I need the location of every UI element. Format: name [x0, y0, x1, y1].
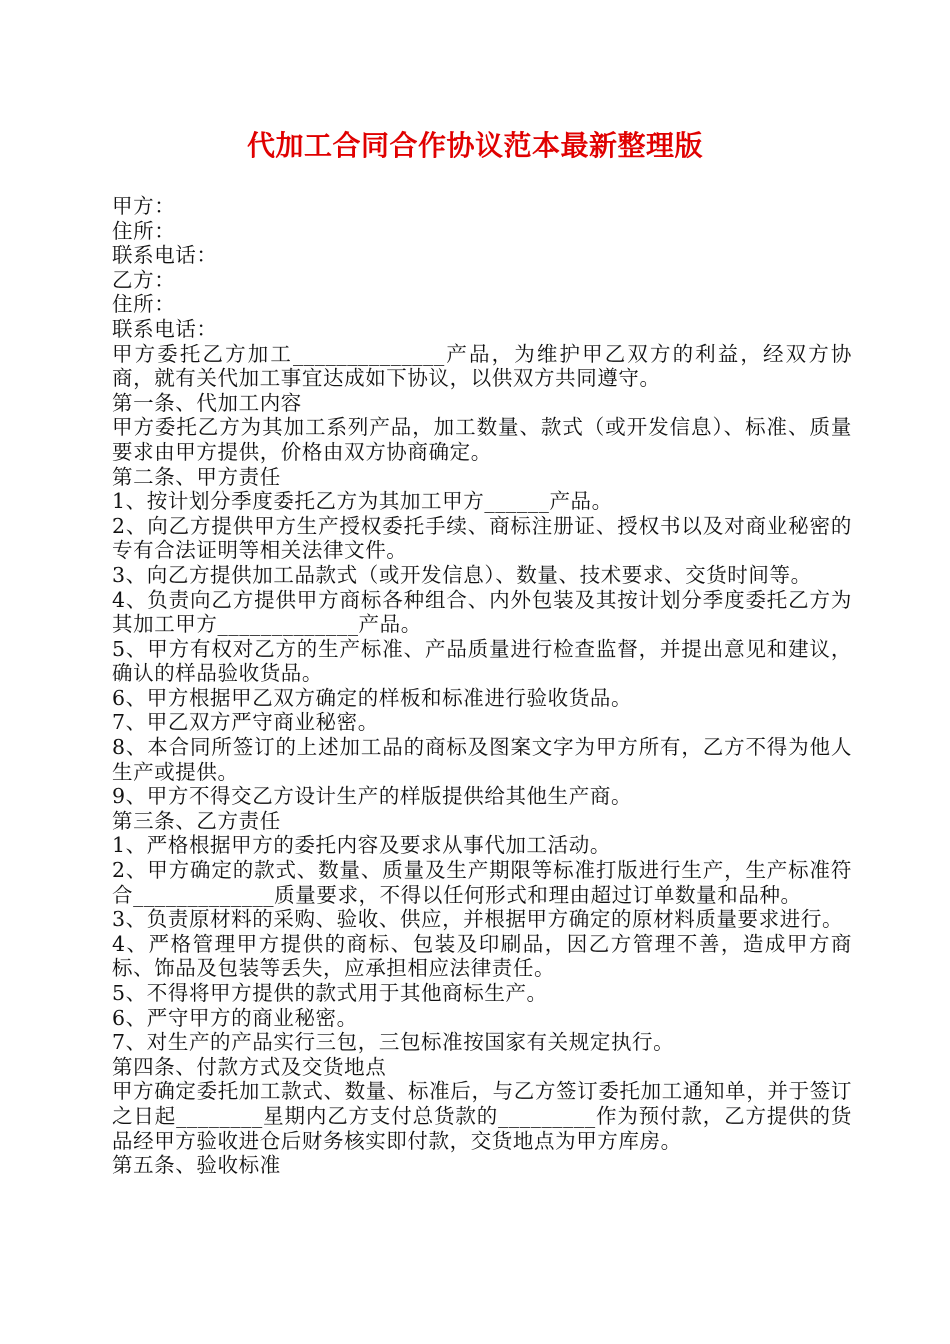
article-3-item-3: 3、负责原材料的采购、验收、供应，并根据甲方确定的原材料质量要求进行。	[112, 907, 844, 932]
article-2-item-6: 6、甲方根据甲乙双方确定的样板和标准进行验收货品。	[112, 685, 633, 710]
article-3-item-1: 1、严格根据甲方的委托内容及要求从事代加工活动。	[112, 833, 611, 858]
article-3-item-5: 5、不得将甲方提供的款式用于其他商标生产。	[112, 981, 548, 1005]
article-2-item-4: 4、负责向乙方提供甲方商标各种组合、内外包装及其按计划分季度委托乙方为其加工甲方_____________产品。	[112, 587, 852, 637]
party-b-label: 乙方：	[112, 267, 176, 292]
party-b-phone-label: 联系电话：	[112, 316, 218, 341]
article-3-item-6: 6、严守甲方的商业秘密。	[112, 1005, 358, 1030]
article-2-item-3: 3、向乙方提供加工品款式（或开发信息）、数量、技术要求、交货时间等。	[112, 562, 812, 587]
article-1-heading: 第一条、代加工内容	[112, 390, 302, 415]
party-a-label: 甲方：	[112, 194, 176, 218]
article-4-paragraph: 甲方确定委托加工款式、数量、标准后，与乙方签订委托加工通知单，并于签订之日起________星期内乙方支付总货款的_________作为预付款，乙方提供的货品经甲方验收进仓后财务核实即付款，交货地点为甲方库房。	[112, 1079, 852, 1153]
article-2-item-2: 2、向乙方提供甲方生产授权委托手续、商标注册证、授权书以及对商业秘密的专有合法证明等相关法律文件。	[112, 513, 852, 563]
article-5-heading: 第五条、验收标准	[112, 1153, 281, 1178]
article-2-item-7: 7、甲乙双方严守商业秘密。	[112, 710, 379, 735]
article-1-paragraph: 甲方委托乙方为其加工系列产品，加工数量、款式（或开发信息）、标准、质量要求由甲方提供，价格由双方协商确定。	[112, 415, 852, 464]
preamble-paragraph: 甲方委托乙方加工______________产品，为维护甲乙双方的利益，经双方协商，就有关代加工事宜达成如下协议，以供双方共同遵守。	[112, 341, 852, 391]
article-3-heading: 第三条、乙方责任	[112, 808, 281, 833]
article-2-item-8: 8、本合同所签订的上述加工品的商标及图案文字为甲方所有，乙方不得为他人生产或提供。	[112, 735, 852, 784]
article-3-item-4: 4、严格管理甲方提供的商标、包装及印刷品，因乙方管理不善，造成甲方商标、饰品及包装等丢失，应承担相应法律责任。	[112, 931, 852, 981]
article-4-heading: 第四条、付款方式及交货地点	[112, 1054, 387, 1079]
party-a-phone-label: 联系电话：	[112, 243, 218, 268]
article-3-item-7: 7、对生产的产品实行三包，三包标准按国家有关规定执行。	[112, 1030, 675, 1055]
article-2-item-5: 5、甲方有权对乙方的生产标准、产品质量进行检查监督，并提出意见和建议，确认的样品验收货品。	[112, 636, 852, 686]
document-title: 代加工合同合作协议范本最新整理版	[246, 129, 703, 162]
party-b-address-label: 住所：	[112, 292, 176, 317]
article-2-item-9: 9、甲方不得交乙方设计生产的样版提供给其他生产商。	[112, 784, 633, 809]
party-a-address-label: 住所：	[112, 218, 176, 243]
article-2-item-1: 1、按计划分季度委托乙方为其加工甲方______产品。	[112, 489, 613, 514]
article-3-item-2: 2、甲方确定的款式、数量、质量及生产期限等标准打版进行生产，生产标准符合_____________质量要求，不得以任何形式和理由超过订单数量和品种。	[112, 858, 852, 907]
article-2-heading: 第二条、甲方责任	[112, 464, 281, 489]
document-body	[112, 194, 852, 1178]
